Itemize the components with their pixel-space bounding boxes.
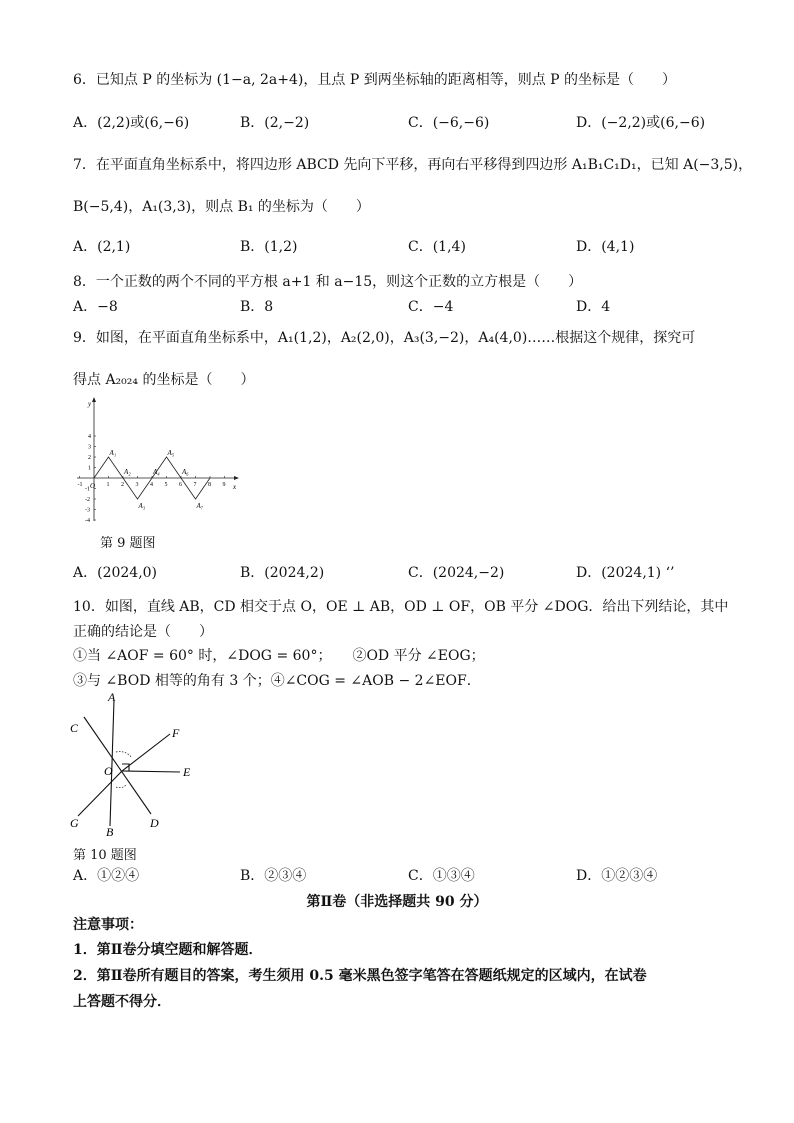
q9-point-label: A₆ <box>182 468 189 476</box>
q9-y-arrow <box>92 397 96 402</box>
q10-label-e: E <box>183 765 191 779</box>
q9-option-d: D．(2024,1) ‘’ <box>576 565 675 581</box>
q9-point-label: A₄ <box>153 468 160 476</box>
q6-option-b: B．(2,−2) <box>240 115 310 131</box>
q9-graph <box>72 396 242 526</box>
q9-stem-line1: 9．如图，在平面直角坐标系中，A₁(1,2)，A₂(2,0)，A₃(3,−2)，A₄(4,0)……根据这个规律，探究可 <box>73 330 696 346</box>
q8-stem: 8．一个正数的两个不同的平方根 a+1 和 a−15，则这个正数的立方根是（ ） <box>73 274 583 290</box>
q8-option-d: D．4 <box>576 299 611 315</box>
q9-x-tick-label: 6 <box>179 482 182 488</box>
q9-option-c: C．(2024,−2) <box>408 565 505 581</box>
q10-label-o: O <box>104 764 113 778</box>
q7-stem-line2: B(−5,4)，A₁(3,3)，则点 B₁ 的坐标为（ ） <box>73 199 370 215</box>
q10-line-ab <box>110 700 114 826</box>
q9-y-tick-label: 3 <box>88 444 91 451</box>
q9-y-tick-label: 1 <box>88 465 91 472</box>
q10-label-g: G <box>70 816 79 830</box>
q10-ray-oe <box>122 771 180 772</box>
q9-x-tick-label: 7 <box>193 482 197 488</box>
q10-label-f: F <box>172 726 180 740</box>
q9-origin-label: O <box>90 482 96 490</box>
q10-option-c: C．①③④ <box>408 868 475 884</box>
q10-angle-arc-bottom <box>116 785 126 788</box>
q6-stem: 6．已知点 P 的坐标为 (1−a, 2a+4)，且点 P 到两坐标轴的距离相等，则点 P 的坐标是（ ） <box>73 72 677 88</box>
q10-stem-line2: 正确的结论是（ ） <box>73 624 213 640</box>
q9-option-a: A．(2024,0) <box>73 565 158 581</box>
q7-stem-line1: 7．在平面直角坐标系中，将四边形 ABCD 先向下平移，再向右平移得到四边形 A₁B₁C₁D₁，已知 A(−3,5)， <box>73 157 753 173</box>
q10-stem-line3: ①当 ∠AOF = 60° 时，∠DOG = 60°； ②OD 平分 ∠EOG； <box>73 648 485 664</box>
q9-point-label: A₁ <box>109 449 117 457</box>
q9-x-tick-label: 2 <box>121 482 124 488</box>
q7-option-b: B．(1,2) <box>240 239 298 255</box>
q9-point-label: A₂ <box>124 468 131 476</box>
q9-axis-x-label: x <box>233 483 237 491</box>
note-1: 1．第Ⅱ卷分填空题和解答题． <box>73 942 263 958</box>
q7-option-a: A．(2,1) <box>73 239 131 255</box>
q9-y-tick-label: -1 <box>85 486 90 493</box>
q6-option-a: A．(2,2)或(6,−6) <box>73 115 190 131</box>
q10-label-c: C <box>70 721 79 735</box>
q9-x-arrow <box>234 476 239 480</box>
q9-x-tick-label: 1 <box>106 482 110 488</box>
q7-option-c: C．(1,4) <box>408 239 466 255</box>
q8-option-c: C．−4 <box>408 299 454 315</box>
q9-x-tick-label: 8 <box>208 482 211 488</box>
q10-option-a: A．①②④ <box>73 868 140 884</box>
q10-caption: 第 10 题图 <box>73 848 137 863</box>
q10-stem-line4: ③与 ∠BOD 相等的角有 3 个；④∠COG = ∠AOB − 2∠EOF． <box>73 673 481 689</box>
q9-option-b: B．(2024,2) <box>240 565 325 581</box>
q6-option-d: D．(−2,2)或(6,−6) <box>576 115 706 131</box>
q10-option-b: B．②③④ <box>240 868 307 884</box>
q9-y-tick-label: 4 <box>88 434 91 440</box>
q9-axis-y-label: y <box>88 400 92 408</box>
q6-option-c: C．(−6,−6) <box>408 115 490 131</box>
q9-x-tick-label: 9 <box>222 482 226 488</box>
q10-stem-line1: 10．如图，直线 AB，CD 相交于点 O，OE ⊥ AB，OD ⊥ OF，OB 平分 ∠DOG．给出下列结论，其中 <box>73 599 729 615</box>
q9-x-tick-label: 5 <box>164 482 168 488</box>
q10-label-b: B <box>106 825 114 839</box>
notes-title: 注意事项： <box>73 917 143 933</box>
part2-title: 第Ⅱ卷（非选择题共 90 分） <box>306 894 488 910</box>
q8-option-b: B．8 <box>240 299 274 315</box>
q8-option-a: A．−8 <box>73 299 118 315</box>
note-2-line1: 2．第Ⅱ卷所有题目的答案，考生须用 0.5 毫米黑色签字笔答在答题纸规定的区域内，在试卷 <box>73 968 647 984</box>
q9-x-tick-label: 4 <box>150 482 153 488</box>
q10-angle-arc-top <box>116 752 132 758</box>
q9-x-tick-label: -1 <box>77 482 83 488</box>
q10-ray-og <box>78 771 122 816</box>
q9-x-tick-label: 3 <box>135 482 139 488</box>
q9-y-tick-label: -4 <box>85 518 90 524</box>
q9-caption: 第 9 题图 <box>100 536 156 551</box>
q9-y-tick-label: -2 <box>85 497 90 503</box>
q9-point-label: A₇ <box>196 502 204 510</box>
q9-point-label: A₃ <box>138 502 146 510</box>
q10-figure <box>66 692 206 842</box>
q9-point-label: A₅ <box>167 449 175 457</box>
q10-option-d: D．①②③④ <box>576 868 658 884</box>
q10-label-a: A <box>108 692 116 704</box>
q9-y-tick-label: -3 <box>85 507 90 514</box>
q7-option-d: D．(4,1) <box>576 239 635 255</box>
q10-label-d: D <box>150 816 159 830</box>
q9-stem-line2: 得点 A₂₀₂₄ 的坐标是（ ） <box>73 372 255 388</box>
q9-y-tick-label: 2 <box>88 455 91 461</box>
note-2-line2: 上答题不得分． <box>73 994 171 1010</box>
